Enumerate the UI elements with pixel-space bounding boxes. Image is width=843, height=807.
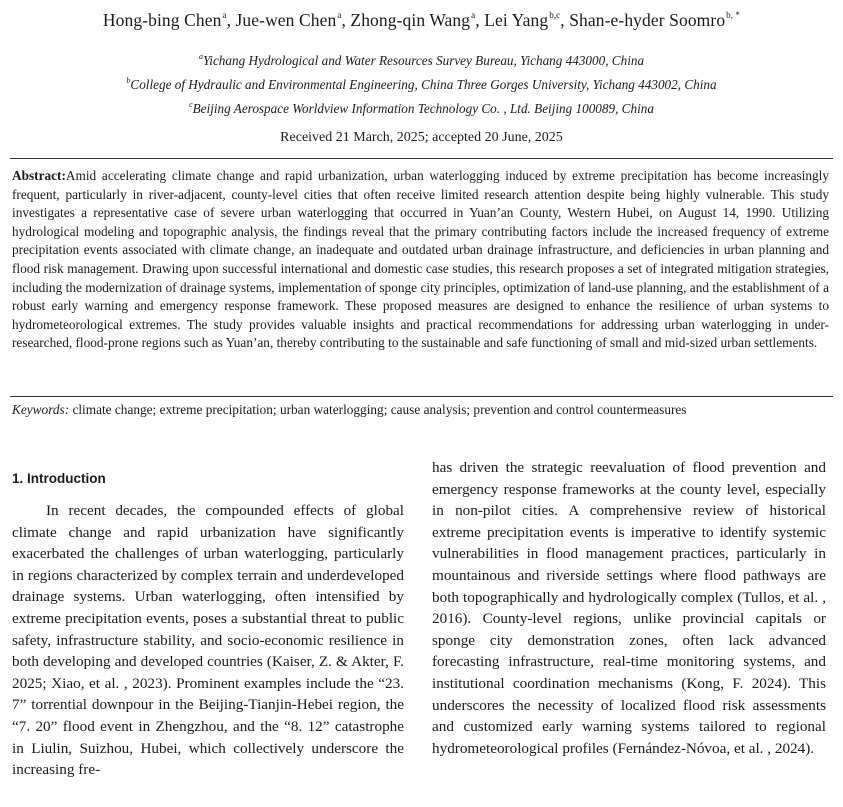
abstract xyxy=(12,167,829,353)
affiliation-text: Beijing Aerospace Worldview Information Technology Co. , Ltd. Beijing 100089, China xyxy=(192,101,654,116)
author-affiliation-mark: a xyxy=(471,10,476,20)
body-column-left: In recent decades, the compounded effects of global climate change and rapid urbanization have significantly exacerbated the challenges of urban waterlogging, particularly in regions characterized by complex terrain and underdeveloped drainage systems. Urban waterlogging, often intensified by extreme precipitation events, poses a substantial threat to public safety, infrastructure stability, and socio-economic resilience in both developing and developed countries (Kaiser, Z. & Akter, F. 2025; Xiao, et al. , 2023). Prominent examples include the “23. 7” torrential downpour in the Beijing-Tianjin-Hebei region, the “7. 20” flood event in Zhengzhou, and the “8. 12” catastrophe in Liulin, Suizhou, Hubei, which collectively underscore the increasing fre- xyxy=(12,502,404,779)
affiliation-mark: c xyxy=(189,100,193,109)
affiliation xyxy=(0,47,843,71)
affiliation xyxy=(0,95,843,119)
author-name: Lei Yang xyxy=(484,10,549,30)
author xyxy=(236,10,351,30)
author-affiliation-mark: a xyxy=(337,10,342,20)
author xyxy=(484,10,569,30)
affiliation xyxy=(0,71,843,95)
divider xyxy=(10,396,833,397)
author-affiliation-mark: b,c xyxy=(549,10,561,20)
keywords xyxy=(12,402,686,418)
keywords-text: climate change; extreme precipitation; urban waterlogging; cause analysis; prevention and control countermeasures xyxy=(72,402,687,417)
section-heading: 1. Introduction xyxy=(12,471,106,486)
body-column-right: has driven the strategic reevaluation of flood prevention and emergency response frameworks at the county level, especially in non-pilot cities. A comprehensive review of historical extreme precipitation events is imperative to identify systemic vulnerabilities in flood management practices, particularly in mountainous and riverside settings where flood pathways are both topographically and hydrologically complex (Tullos, et al. , 2016). County-level regions, unlike provincial capitals or sponge city demonstration zones, often lack advanced forecasting infrastructure, real-time monitoring systems, and institutional coordination mechanisms (Kong, F. 2024). This underscores the necessity of localized flood risk assessments and customized early warning systems tailored to regional hydrometeorological profiles (Fernández-Nóvoa, et al. , 2024). xyxy=(432,459,826,757)
abstract-text: Amid accelerating climate change and rapid urbanization, urban waterlogging induced by extreme precipitation has become increasingly frequent, particularly in river-adjacent, county-level cities that often receive limited research attention despite being highly vulnerable. This study investigates a representative case of severe urban waterlogging that occurred in Yuan’an County, Western Hubei, on August 14, 1990. Utilizing hydrological modeling and topographic analysis, the findings reveal that the primary contributing factors include the increased frequency of extreme precipitation events associated with climate change, an inadequate and outdated urban drainage infrastructure, and deficiencies in urban planning and flood risk management. Drawing upon successful international and domestic case studies, this research proposes a set of integrated mitigation strategies, including the modernization of drainage systems, implementation of sponge city principles, optimization of land-use planning, and the establishment of a robust early warning and emergency response framework. These proposed measures are designed to enhance the resilience of urban systems to hydrometeorological extremes. The study provides valuable insights and practical recommendations for addressing urban waterlogging in under-researched, flood-prone regions such as Yuan’an, thereby contributing to the sustainable and safe functioning of small and mid-sized urban settlements. xyxy=(12,168,829,351)
divider xyxy=(10,158,833,159)
author-separator: , xyxy=(226,10,236,30)
affiliation-mark: b xyxy=(126,76,131,85)
author-separator: , xyxy=(475,10,485,30)
author-name: Shan-e-hyder Soomro xyxy=(569,10,726,30)
author xyxy=(569,10,740,30)
keywords-label: Keywords: xyxy=(12,402,70,417)
author-name: Hong-bing Chen xyxy=(102,10,222,30)
author-name: Zhong-qin Wang xyxy=(350,10,471,30)
author-separator: , xyxy=(341,10,351,30)
author-affiliation-mark: a xyxy=(222,10,227,20)
author-affiliation-mark: b, * xyxy=(726,10,741,20)
received-dates: Received 21 March, 2025; accepted 20 June, 2025 xyxy=(280,130,563,145)
abstract-label: Abstract: xyxy=(12,168,66,183)
author-list xyxy=(0,10,843,31)
author xyxy=(103,10,236,30)
author-separator: , xyxy=(560,10,570,30)
author-name: Jue-wen Chen xyxy=(235,10,337,30)
affiliation-mark: a xyxy=(198,52,203,61)
affiliation-text: College of Hydraulic and Environmental Engineering, China Three Gorges University, Yichang 443002, China xyxy=(130,77,717,92)
author xyxy=(350,10,484,30)
affiliation-text: Yichang Hydrological and Water Resources Survey Bureau, Yichang 443000, China xyxy=(202,53,645,68)
affiliation-list xyxy=(0,47,843,119)
